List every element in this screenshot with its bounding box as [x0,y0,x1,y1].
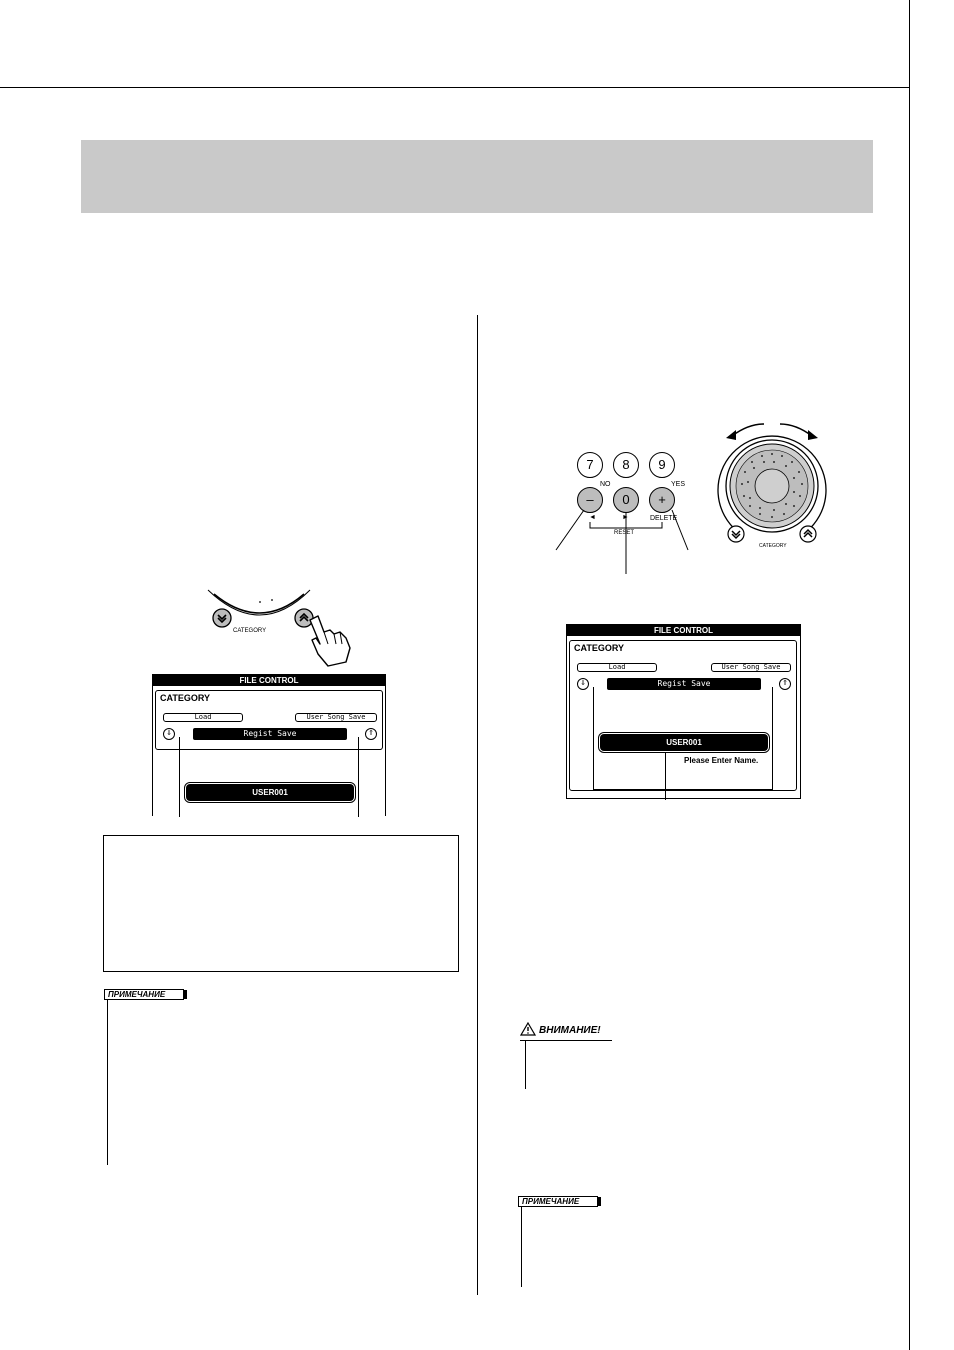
left-lcd-screen [152,674,386,816]
lcd-tab-user-song-save: User Song Save [711,663,791,672]
right-arrow-label: ► [622,514,629,521]
key-minus[interactable]: – [577,487,603,513]
category-label: CATEGORY [233,628,267,634]
key-plus[interactable]: + [649,487,675,513]
column-divider [477,315,478,1295]
dial-category-down-icon [728,526,744,542]
warning-rule [525,1041,526,1089]
dial-category-label: CATEGORY [759,543,787,549]
note-tag: ПРИМЕЧАНИЕ [104,989,184,1000]
lcd-up-icon: ⇑ [365,728,377,740]
note-tag: ПРИМЕЧАНИЕ [518,1196,598,1207]
lcd-down-icon: ⇓ [577,678,589,690]
note-rule [521,1207,522,1287]
category-up-button[interactable] [295,609,313,627]
pointing-hand-icon [310,616,350,666]
lcd-name-field: USER001 [600,734,768,751]
lcd-category-title: CATEGORY [160,693,211,703]
key-zero[interactable]: 0 [613,487,639,513]
yes-label: YES [671,481,686,488]
key-8[interactable]: 8 [613,452,639,478]
category-down-button[interactable] [213,609,231,627]
lcd-up-icon: ⇑ [779,678,791,690]
dial-category-up-icon [800,526,816,542]
data-dial[interactable] [712,418,832,552]
warning-label: ВНИМАНИЕ! [539,1025,601,1036]
lcd-selected-item: Regist Save [607,678,761,690]
lcd-selected-item: Regist Save [193,728,347,740]
warning-triangle-icon [520,1022,536,1036]
lcd-down-icon: ⇓ [163,728,175,740]
lcd-name-field: USER001 [186,784,354,801]
note-rule [107,1000,108,1165]
key-9[interactable]: 9 [649,452,675,478]
field-callout-line [665,752,666,800]
lcd-header: FILE CONTROL [567,625,800,636]
key-7[interactable]: 7 [577,452,603,478]
delete-label: DELETE [650,515,678,522]
callout-lines [550,500,690,580]
section-title-band [81,140,873,213]
lcd-tab-user-song-save: User Song Save [295,713,377,722]
warning-underline [520,1040,612,1041]
right-lcd-screen [566,624,801,799]
notice-box [103,835,459,972]
lcd-tab-load: Load [577,663,657,672]
lcd-tab-load: Load [163,713,243,722]
reset-label: RESET [614,530,635,536]
no-label: NO [600,481,611,488]
lcd-header: FILE CONTROL [153,675,385,686]
category-dial-illustration [200,588,360,668]
left-arrow-label: ◄ [589,514,596,521]
lcd-prompt: Please Enter Name. [684,756,759,765]
header-rule [0,87,910,88]
lcd-category-title: CATEGORY [574,643,625,653]
right-margin-rule [909,0,910,1350]
